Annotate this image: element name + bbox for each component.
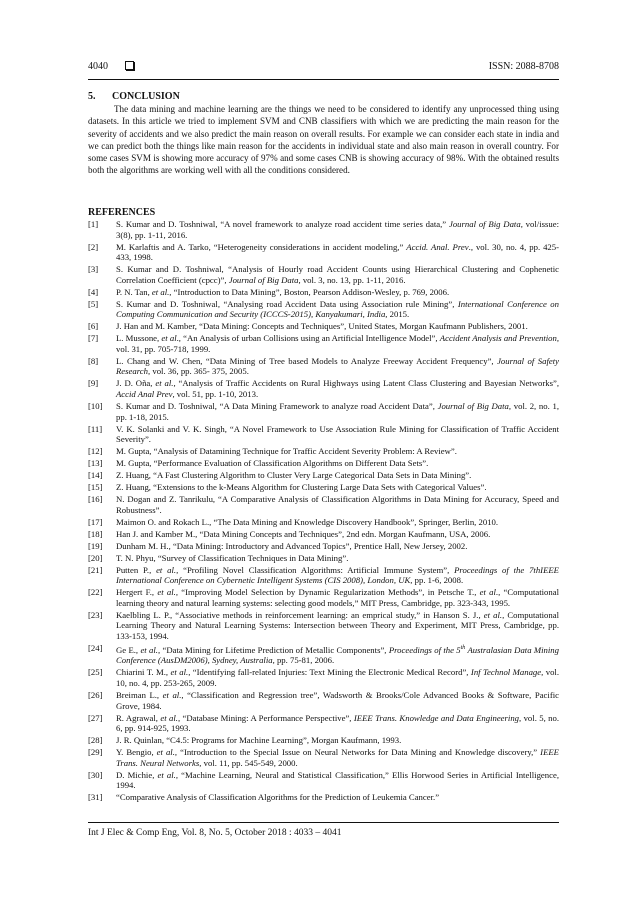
reference-text: th (460, 644, 466, 651)
reference-text: et al. (162, 690, 182, 700)
reference-text: et al. (483, 609, 503, 620)
reference-text: S. Kumar and D. Toshniwal, “A novel framework to analyze road accident time series data,” (116, 219, 449, 229)
reference-label: [9] (88, 378, 99, 389)
reference-label: [31] (88, 792, 103, 803)
reference-text: Proceedings of the 5 (388, 644, 461, 655)
reference-item (88, 242, 559, 263)
reference-label: [8] (88, 355, 99, 366)
page-header (88, 58, 559, 80)
reference-text: , “Introduction to the Special Issue on Neural Networks for Data Mining and Knowledge discovery,” (174, 747, 541, 758)
reference-text: Chiarini T. M., (116, 667, 171, 678)
reference-text: “Comparative Analysis of Classification Algorithms for the Prediction of Leukemia Cancer.” (116, 792, 440, 803)
reference-text: J. R. Quinlan, “C4.5: Programs for Machine Learning”, Morgan Kaufmann, 1993. (116, 735, 402, 746)
reference-item (88, 587, 559, 608)
reference-text: , “Classification and Regression tree”, Wadsworth & Brooks/Cole Advanced Books & Software, Pacific Grove, 1984. (116, 690, 559, 711)
reference-label: [24] (88, 642, 103, 653)
journal-citation: Int J Elec & Comp Eng, Vol. 8, No. 5, October 2018 : 4033 – 4041 (88, 828, 342, 838)
reference-text: Kaelbling L. P., “Associative methods in reinforcement learning: an emprical study,” in Hanson S. J., (116, 609, 484, 620)
reference-text: N. Dogan and Z. Tanrikulu, “A Comparative Analysis of Classification Algorithms in Data Mining for Accuracy, Speed and Robustness”. (116, 494, 559, 515)
reference-text: et al (161, 333, 177, 344)
conclusion-heading (88, 91, 559, 102)
reference-item (88, 770, 559, 791)
reference-item (88, 747, 559, 768)
reference-text: , “Profiling Novel Classification Algorithms: Artificial Immune System”, (176, 564, 455, 575)
reference-label: [15] (88, 482, 103, 493)
reference-item (88, 610, 559, 642)
reference-text: , “Introduction to Data Mining”, Boston, Pearson Addison-Wesley, p. 769, 2006. (169, 286, 450, 297)
reference-label: [26] (88, 690, 103, 700)
reference-text: et al. (155, 378, 174, 389)
reference-text: , vol. 2, no. 1, pp. 1-18, 2015. (116, 401, 559, 422)
reference-text: S. Kumar and D. Toshniwal, “Analysing road Accident Data using Association rule Mining”, (116, 298, 458, 309)
reference-text: , 2015. (385, 309, 410, 320)
reference-text: Breiman L., (116, 690, 163, 700)
reference-text: ., “An Analysis of urban Collisions using an Artificial Intelligence Model”, (176, 333, 440, 344)
reference-text: , pp. 75-81, 2006. (272, 655, 335, 666)
reference-text: et al. (140, 644, 158, 655)
reference-text: , vol. 51, pp. 1-10, 2013. (172, 389, 259, 400)
reference-text: Journal of Big Data (448, 219, 521, 229)
reference-text: ., vol. 30, no. 4, pp. 425-433, 1998. (116, 241, 559, 263)
reference-text: , Computational Learning Theory and Natural Learning Systems: Intersection between Theory and Experiment, MIT Press, Cambridge, pp. 133-153, 1994. (116, 609, 560, 641)
page-number: 4040 (88, 61, 108, 72)
reference-text: Ge E., (116, 644, 141, 655)
reference-label: [11] (88, 423, 103, 434)
reference-text: Y. Bengio, (116, 747, 157, 758)
reference-text: Journal of Big Data (437, 401, 509, 412)
reference-item (88, 378, 559, 399)
reference-item (88, 517, 559, 528)
reference-label: [17] (88, 516, 103, 527)
reference-item (88, 541, 559, 552)
reference-text: Accid Anal Prev (116, 389, 173, 400)
reference-item (88, 356, 559, 377)
reference-text: Accid. Anal. Prev (406, 241, 469, 252)
square-bullet-icon (125, 61, 134, 70)
reference-label: [22] (88, 587, 103, 598)
reference-text: Putten P., (116, 564, 157, 575)
reference-text: , vol/issue: 3(8), pp. 1-11, 2016. (116, 219, 559, 240)
reference-text: R. Agrawal, (116, 712, 161, 723)
reference-label: [21] (88, 564, 103, 575)
reference-item (88, 643, 559, 666)
reference-label: [14] (88, 470, 103, 481)
reference-text: M. Karlaftis and A. Tarko, “Heterogeneity considerations in accident modeling,” (116, 241, 407, 252)
reference-label: [3] (88, 264, 99, 275)
footer-rule (88, 822, 559, 823)
page-footer (88, 822, 559, 838)
reference-text: Z. Huang, “A Fast Clustering Algorithm to Cluster Very Large Categorical Data Sets in Data Mining”. (116, 470, 472, 481)
reference-item (88, 529, 559, 540)
reference-item (88, 494, 559, 515)
reference-text: Inf Technol Manage (470, 667, 542, 678)
reference-text: , vol. 36, pp. 365- 375, 2005. (148, 366, 249, 377)
reference-label: [25] (88, 667, 103, 678)
reference-label: [23] (88, 609, 103, 620)
references-heading: REFERENCES (88, 207, 156, 218)
reference-text: J. Han and M. Kamber, “Data Mining: Concepts and Techniques”, United States, Morgan Kaufmann Publishers, 2001. (116, 321, 528, 332)
reference-text: M. Gupta, “Performance Evaluation of Classification Algorithms on Different Data Sets”. (116, 458, 429, 469)
conclusion-paragraph: The data mining and machine learning are the things we need to be considered to identify any unprocessed thing using datasets. In this article we tried to implement SVM and CNB classifiers with which we are predicting the main reason for the severity of accidents and we also predict the main reason on overall results. For example we can consider each state in india and we can predict both the things like main reason for the accidents in individual state and also main reason in overall country. For some cases SVM is showing more accuracy of 97% and some cases CNB is showing accuracy of 98%. With the obtained results both the algorithms are working well with all the conditions considered. (88, 104, 559, 176)
reference-text: et al (479, 587, 496, 598)
reference-text: Dunham M. H., “Data Mining: Introductory and Advanced Topics”, Prentice Hall, New Jersey, 2002. (116, 540, 468, 551)
reference-text: Journal of Safety Research (116, 355, 559, 377)
reference-text: Z. Huang, “Extensions to the k-Means Algorithm for Clustering Large Data Sets with Categorical Values”. (116, 482, 487, 493)
reference-text: Journal of Big Data (228, 274, 299, 285)
reference-item (88, 565, 559, 586)
reference-item (88, 458, 559, 469)
reference-item (88, 287, 559, 298)
reference-text: L. Chang and W. Chen, “Data Mining of Tree based Models to Analyze Freeway Accident Frequency”, (116, 355, 498, 366)
reference-text: et al. (170, 667, 189, 678)
reference-text: , vol. 3, no. 13, pp. 1-11, 2016. (298, 274, 406, 285)
reference-text: P. N. Tan, (116, 286, 152, 297)
reference-text: ., “Computational learning theory and natural learning systems: selecting good models,” MIT Press, Cambridge, pp. 323-343, 1995. (116, 587, 560, 608)
reference-label: [18] (88, 528, 103, 539)
reference-label: [2] (88, 241, 99, 252)
reference-text: , “Analysis of Traffic Accidents on Rural Highways using Latent Class Clustering and Bayesian Networks”, (173, 378, 559, 389)
section-number: 5. (88, 91, 96, 102)
reference-item (88, 424, 559, 445)
reference-text: et al. (156, 564, 177, 575)
reference-label: [16] (88, 494, 103, 505)
reference-text: , “Machine Learning, Neural and Statistical Classification,” Ellis Horwood Series in Artificial Intelligence, 1994. (116, 769, 559, 791)
reference-text: , “Database Mining: A Performance Perspective”, (177, 712, 354, 723)
reference-text: S. Kumar and D. Toshniwal, “Analysis of Hourly road Accident Counts using Hierarchical Clustering and Cophenetic Correlation Coefficient (cpcc)”, (116, 264, 559, 285)
reference-text: , “Data Mining for Lifetime Prediction of Metallic Components”, (157, 644, 389, 655)
reference-label: [13] (88, 458, 103, 469)
reference-label: [7] (88, 333, 99, 344)
reference-text: , vol. 10, no. 4, pp. 253-265, 2009. (116, 667, 560, 689)
reference-text: D. Michie, (116, 769, 158, 780)
reference-text: IEEE Trans. Knowledge and Data Engineering (353, 712, 520, 723)
reference-item (88, 792, 559, 803)
reference-label: [1] (88, 219, 99, 229)
reference-text: , “Identifying fall-related Injuries: Text Mining the Electronic Medical Record”, (188, 667, 471, 678)
reference-text: Australasian Data Mining Conference (AusDM2006), Sydney, Australia (116, 644, 559, 666)
reference-item (88, 553, 559, 564)
reference-text: , vol. 5, no. 6, pp. 914-925, 1993. (116, 712, 560, 734)
reference-text: Proceedings of the 7thIEEE International Conference on Cybernetic Intelligent Systems (CIS 2008), London, UK (116, 564, 559, 586)
reference-label: [4] (88, 286, 99, 297)
reference-label: [5] (88, 298, 99, 309)
reference-item (88, 321, 559, 332)
reference-label: [6] (88, 321, 99, 332)
reference-text: et al. (151, 286, 170, 297)
reference-item (88, 446, 559, 457)
reference-text: et al. (156, 747, 175, 758)
reference-item (88, 219, 559, 240)
reference-text: et al. (157, 587, 176, 598)
reference-item (88, 713, 559, 734)
reference-label: [12] (88, 446, 103, 457)
reference-text: Han J. and Kamber M., “Data Mining Concepts and Techniques”, 2nd edn. Morgan Kaufmann, USA, 2006. (116, 528, 491, 539)
reference-text: , “Improving Model Selection by Dynamic Regularization Methods”, in Petsche T., (175, 587, 480, 598)
reference-item (88, 264, 559, 285)
header-rule (88, 79, 559, 80)
reference-text: J. D. Oña, (116, 378, 156, 389)
reference-label: [27] (88, 712, 103, 723)
reference-text: T. N. Phyu, “Survey of Classification Techniques in Data Mining”. (116, 552, 349, 563)
issn-label: ISSN: 2088-8708 (488, 61, 559, 72)
section-title: CONCLUSION (112, 91, 180, 102)
reference-text: et al. (160, 712, 178, 723)
reference-text: V. K. Solanki and V. K. Singh, “A Novel Framework to Use Association Rule Mining for Classification of Traffic Accident Severity”. (116, 423, 559, 445)
reference-text: Maimon O. and Rokach L., “The Data Mining and Knowledge Discovery Handbook”, Springer, Berlin, 2010. (116, 516, 499, 527)
reference-item (88, 667, 559, 688)
reference-item (88, 735, 559, 746)
reference-text: Hergert F., (116, 587, 158, 598)
reference-item (88, 482, 559, 493)
reference-text: , pp. 1-6, 2008. (410, 575, 464, 586)
reference-item (88, 401, 559, 422)
reference-text: L. Mussone, (116, 333, 162, 344)
reference-item (88, 333, 559, 354)
reference-item (88, 470, 559, 481)
reference-label: [20] (88, 552, 103, 563)
reference-text: Accident Analysis and Prevention (439, 333, 557, 344)
reference-label: [28] (88, 735, 103, 746)
reference-text: M. Gupta, “Analysis of Datamining Technique for Traffic Accident Severity Problem: A Review”. (116, 446, 457, 457)
reference-label: [29] (88, 747, 103, 758)
reference-text: International Conference on Computing Communication and Security (ICCCS-2015), Kanyakumari, India (116, 298, 559, 320)
reference-label: [19] (88, 540, 103, 551)
reference-text: , vol. 11, pp. 545-549, 2000. (199, 757, 298, 768)
reference-label: [10] (88, 401, 103, 412)
reference-text: S. Kumar and D. Toshniwal, “A Data Mining Framework to analyze road Accident Data”, (116, 401, 438, 412)
reference-item (88, 690, 559, 711)
reference-text: , vol. 31, pp. 705-718, 1999. (116, 333, 560, 354)
reference-label: [30] (88, 769, 103, 780)
reference-list (88, 219, 559, 804)
reference-item (88, 299, 559, 320)
reference-text: et al. (157, 769, 176, 780)
reference-text: IEEE Trans. Neural Networks (116, 747, 559, 768)
